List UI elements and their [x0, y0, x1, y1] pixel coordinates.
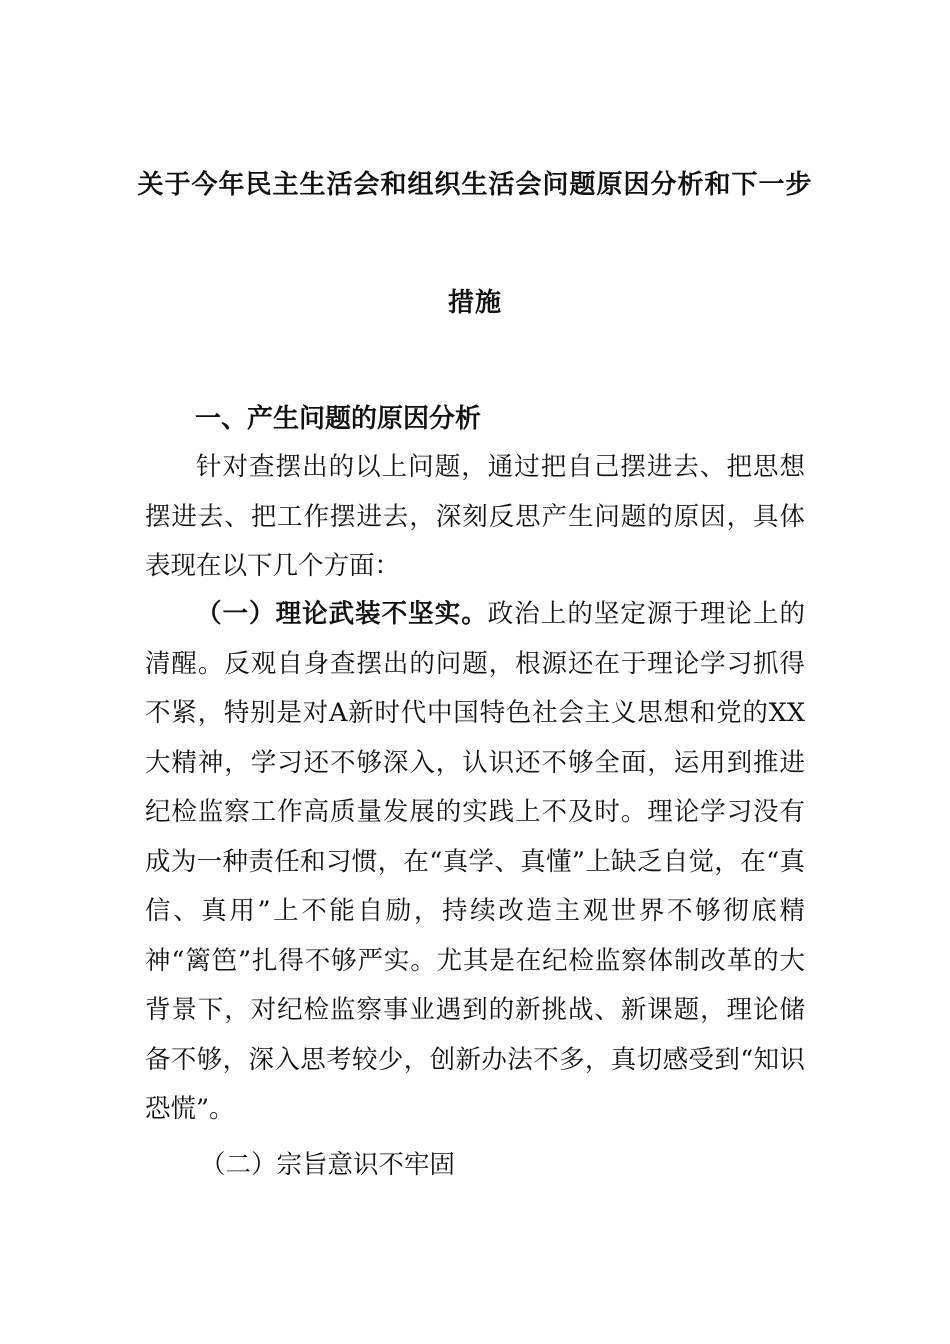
subsection-1-paragraph	[145, 590, 805, 1135]
document-title-line-1: 关于今年民主生活会和组织生活会问题原因分析和下一步	[137, 170, 813, 200]
section-heading-cause-analysis: 一、产生问题的原因分析	[195, 404, 482, 434]
document-title-line-2: 措施	[447, 288, 502, 318]
subsection-1-body: 政治上的坚定源于理论上的清醒。反观自身查摆出的问题，根源还在于理论学习抓得不紧，特别是对A新时代中国特色社会主义思想和党的XX大精神，学习还不够深入，认识还不够全面，运用到推进纪检监察工作高质量发展的实践上不及时。理论学习没有成为一种责任和习惯，在“真学、真懂”上缺乏自觉，在“真信、真用”上不能自励，持续改造主观世界不够彻底精神“篱笆”扎得不够严实。尤其是在纪检监察体制改革的大背景下，对纪检监察事业遇到的新挑战、新课题，理论储备不够，深入思考较少，创新办法不多，真切感受到“知识恐慌”。	[145, 599, 805, 1124]
intro-paragraph: 针对查摆出的以上问题，通过把自己摆进去、把思想摆进去、把工作摆进去，深刻反思产生问题的原因，具体表现在以下几个方面：	[145, 452, 805, 581]
subsection-1-heading: （一）理论武装不坚实。	[196, 599, 488, 629]
subsection-2-heading: （二）宗旨意识不牢固	[200, 1150, 456, 1180]
